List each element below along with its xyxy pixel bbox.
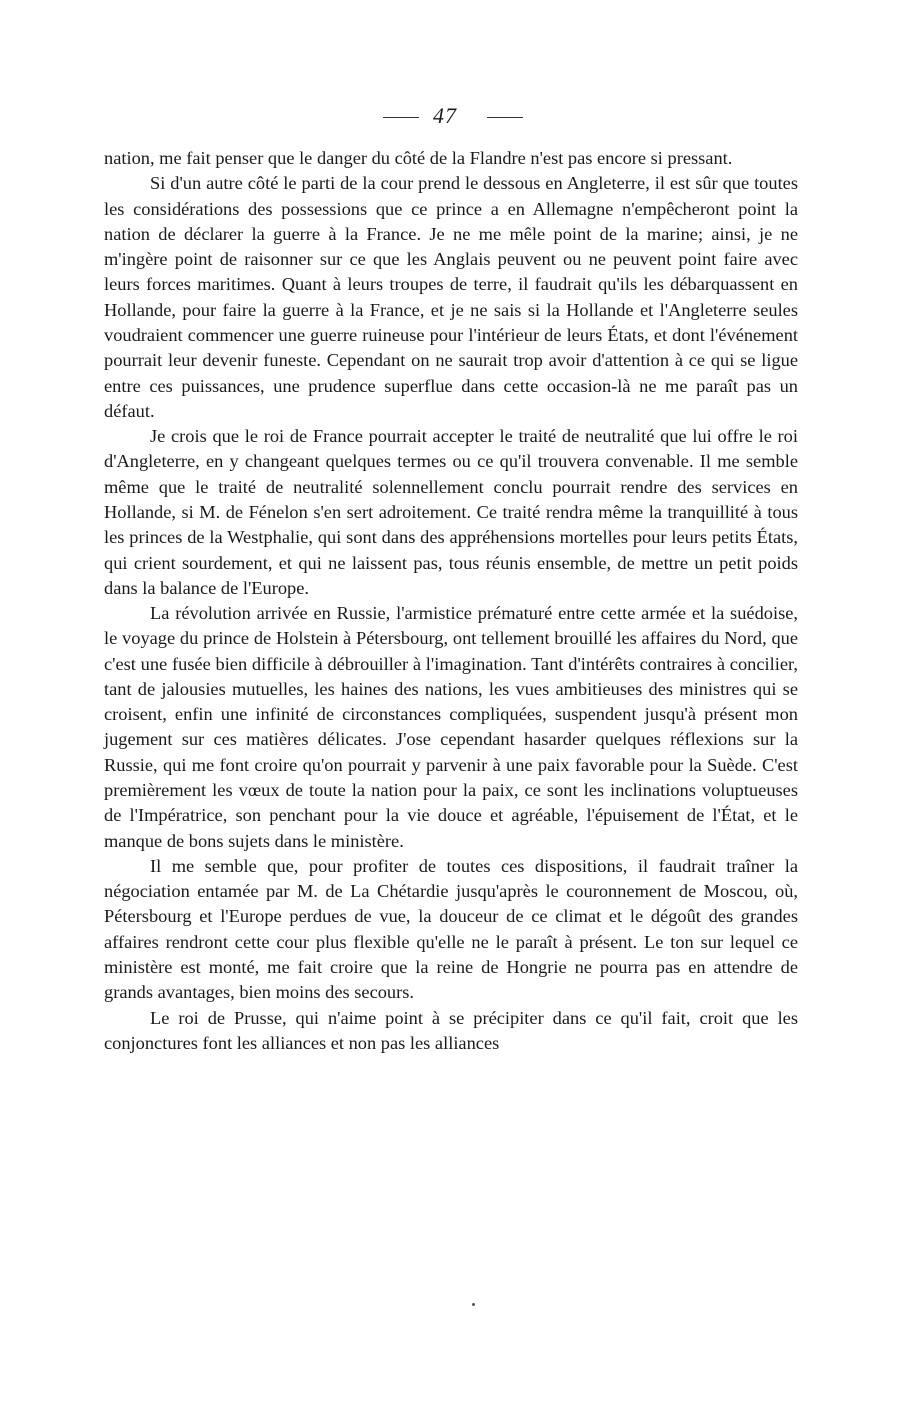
paragraph: Je crois que le roi de France pourrait accepter le traité de neutralité que lui offre le roi d'Angleterre, en y changeant quelques termes ou ce qu'il trouvera convenable. Il me semble même que le traité de neutralité solennellement conclu pourrait rendre des services en Hollande, si M. de Fénelon s'en sert adroitement. Ce traité rendra même la tranquillité à tous les princes de la Westphalie, qui sont dans des appréhensions mortelles pour leurs petits États, qui crient sourdement, et qui ne laissent pas, tous réunis ensemble, de mettre un petit poids dans la balance de l'Europe.: [104, 426, 798, 598]
page-header: [0, 100, 900, 136]
paragraph: Le roi de Prusse, qui n'aime point à se précipiter dans ce qu'il fait, croit que les conjonctures font les alliances et non pas les alliances: [104, 1007, 798, 1053]
footer-mark: [472, 1303, 475, 1306]
header-dash-left: [383, 117, 419, 118]
header-dash-right: [487, 117, 523, 118]
paragraph: Si d'un autre côté le parti de la cour prend le dessous en Angleterre, il est sûr que toutes les considérations des possessions que ce prince a en Allemagne n'empêcheront point la nation de déclarer la guerre à la France. Je ne me mêle point de la marine; ainsi, je ne m'ingère point de raisonner sur ce que les Anglais peuvent ou ne peuvent point faire avec leurs forces maritimes. Quant à leurs troupes de terre, il faudrait qu'ils les débarquassent en Hollande, pour faire la guerre à la France, et je ne sais si la Hollande et l'Angleterre seules voudraient commencer une guerre ruineuse pour l'intérieur de leurs États, et dont l'événement pourrait leur devenir funeste. Cependant on ne saurait trop avoir d'attention à ce qui se ligue entre ces puissances, une prudence superflue dans cette occasion-là ne me paraît pas un défaut.: [104, 173, 798, 421]
paragraph-continued: nation, me fait penser que le danger du côté de la Flandre n'est pas encore si pressant.: [104, 148, 733, 168]
paragraph: La révolution arrivée en Russie, l'armistice prématuré entre cette armée et la suédoise, le voyage du prince de Holstein à Pétersbourg, ont tellement brouillé les affaires du Nord, que c'est une fusée bien difficile à débrouiller à l'imagination. Tant d'intérêts contraires à concilier, tant de jalousies mutuelles, les haines des nations, les vues ambitieuses des ministres qui se croisent, enfin une infinité de circonstances compliquées, suspendent jusqu'à présent mon jugement sur ces matières délicates. J'ose cependant hasarder quelques réflexions sur la Russie, qui me font croire qu'on pourrait y parvenir à une paix favorable pour la Suède. C'est premièrement les vœux de toute la nation pour la paix, ce sont les inclinations voluptueuses de l'Impératrice, son penchant pour la vie douce et agréable, l'épuisement de l'État, et le manque de bons sujets dans le ministère.: [104, 603, 798, 851]
paragraph: Il me semble que, pour profiter de toutes ces dispositions, il faudrait traîner la négociation entamée par M. de La Chétardie jusqu'après le couronnement de Moscou, où, Pétersbourg et l'Europe perdues de vue, la douceur de ce climat et le dégoût des grandes affaires rendront cette cour plus flexible qu'elle ne le paraît à présent. Le ton sur lequel ce ministère est monté, me fait croire que la reine de Hongrie ne pourra pas en attendre de grands avantages, bien moins des secours.: [104, 855, 798, 1003]
page-number: 47: [433, 103, 457, 128]
body-text: [104, 146, 798, 1056]
